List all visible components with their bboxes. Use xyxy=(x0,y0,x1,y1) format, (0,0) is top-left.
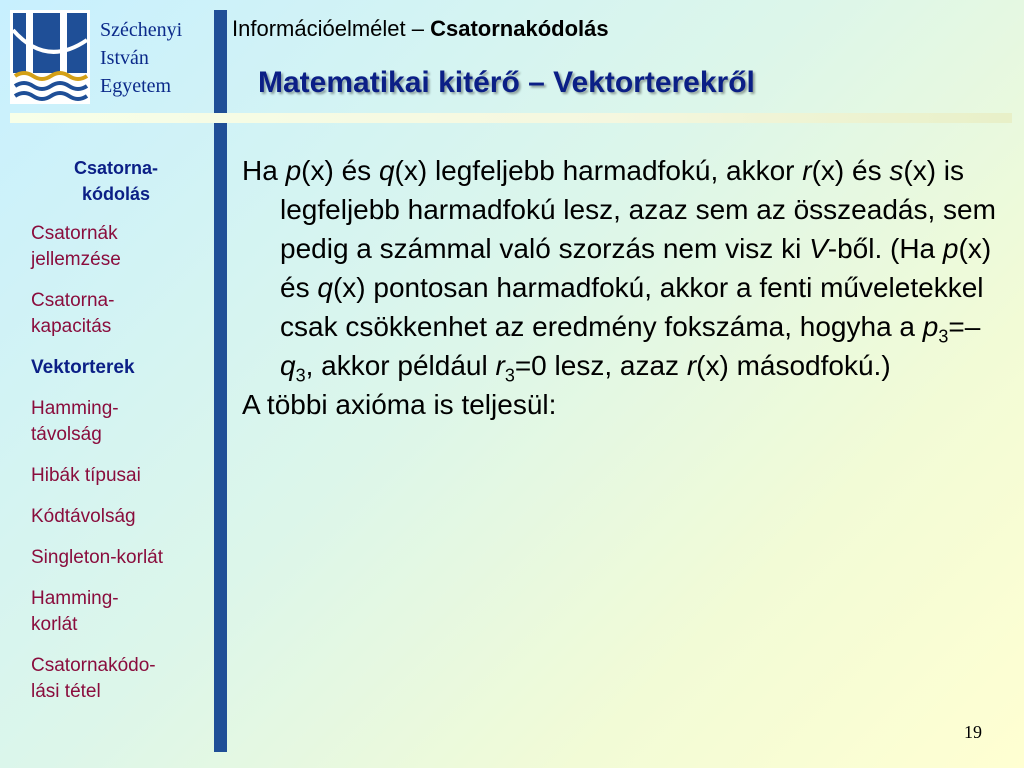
page-number: 19 xyxy=(964,722,982,742)
slide-title: Matematikai kitérő – Vektorterekről xyxy=(258,66,755,99)
paragraph-closure: Ha p(x) és q(x) legfeljebb harmadfokú, akkor r(x) és s(x) is legfeljebb harmadfokú lesz, azaz sem az összeadás, sem pedig a számmal való szorzás nem visz ki V-ből. (Ha p(x) és q(x) pontosan harmadfokú, akkor a fenti műveletekkel csak csökkenhet az eredmény fokszáma, hogyha a $p_3=-q_3$, akkor például $r_3=0$ lesz, azaz r(x) másodfokú.) xyxy=(242,155,996,386)
course-section: Csatornakódolás xyxy=(430,16,609,41)
sidebar-item-csatornakodolasi-tetel[interactable]: Csatornakódo- lási tétel xyxy=(31,655,156,702)
header-divider xyxy=(10,113,1012,123)
sidebar-item-kodtavolsag[interactable]: Kódtávolság xyxy=(31,506,136,527)
paragraph-axioms: A többi axióma is teljesül: xyxy=(242,389,557,420)
course-prefix: Információelmélet – xyxy=(232,16,431,41)
sidebar-item-vektorterek[interactable]: Vektorterek xyxy=(31,357,135,378)
sidebar-item-csatornak-jellemzese[interactable]: Csatornák jellemzése xyxy=(31,223,121,270)
sidebar-item-hibak-tipusai[interactable]: Hibák típusai xyxy=(31,465,141,486)
sidebar-item-hamming-tavolsag[interactable]: Hamming- távolság xyxy=(31,398,119,445)
sidebar-current-section: Csatorna- kódolás xyxy=(73,158,158,204)
sidebar-item-singleton-korlat[interactable]: Singleton-korlát xyxy=(31,547,164,568)
course-title xyxy=(232,16,609,42)
university-name-line-2: István xyxy=(100,47,149,69)
sidebar-item-csatorna-kapacitas[interactable]: Csatorna- kapacitás xyxy=(31,290,115,337)
university-name xyxy=(100,16,182,100)
university-logo xyxy=(10,10,90,104)
sidebar-nav xyxy=(20,155,212,720)
university-name-line-1: Széchenyi xyxy=(100,19,183,41)
slide-body xyxy=(242,151,1002,424)
sidebar-item-hamming-korlat[interactable]: Hamming- korlát xyxy=(31,588,119,635)
university-name-line-3: Egyetem xyxy=(100,75,172,97)
